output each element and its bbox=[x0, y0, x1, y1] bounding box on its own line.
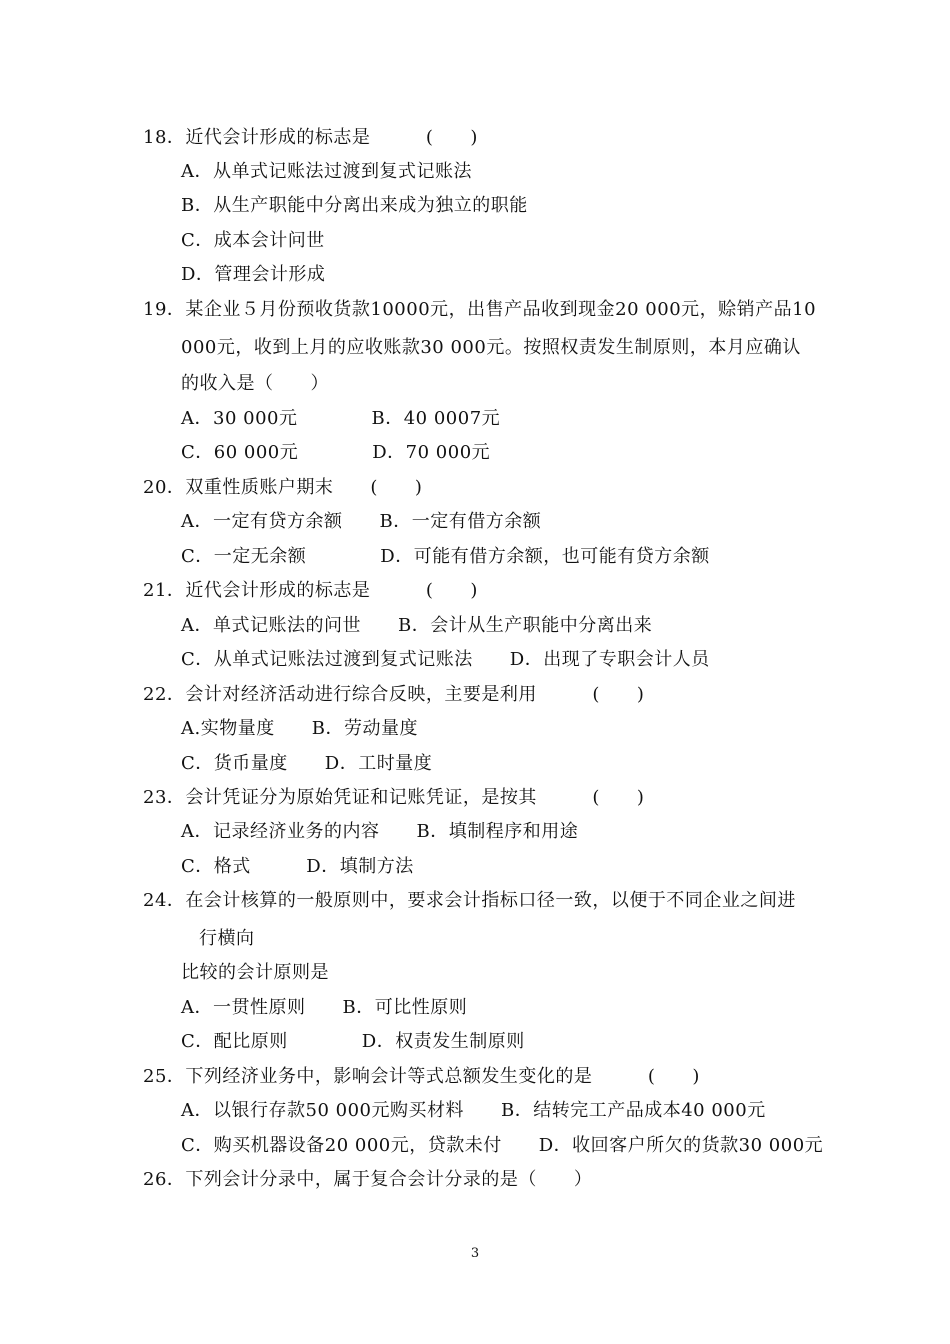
question-18-stem: 18．近代会计形成的标志是 ( ) bbox=[143, 127, 478, 148]
question-20-stem: 20．双重性质账户期末 ( ) bbox=[143, 477, 423, 498]
page-number: 3 bbox=[470, 1246, 480, 1261]
question-22-stem: 22．会计对经济活动进行综合反映，主要是利用 ( ) bbox=[143, 684, 645, 705]
question-25-option-ab: A．以银行存款50 000元购买材料 B．结转完工产品成本40 000元 bbox=[181, 1100, 766, 1121]
question-21-stem: 21．近代会计形成的标志是 ( ) bbox=[143, 580, 478, 601]
question-20-option-ab: A．一定有贷方余额 B．一定有借方余额 bbox=[181, 511, 542, 532]
question-21-option-cd: C．从单式记账法过渡到复式记账法 D．出现了专职会计人员 bbox=[181, 649, 710, 670]
question-19-stem: 19．某企业５月份预收货款10000元，出售产品收到现金20 000元，赊销产品10 bbox=[143, 299, 817, 320]
question-22-option-cd: C．货币量度 D．工时量度 bbox=[181, 753, 433, 774]
question-18-option-c: C．成本会计问世 bbox=[181, 230, 325, 251]
question-26-stem: 26．下列会计分录中，属于复合会计分录的是（ ） bbox=[143, 1169, 593, 1190]
question-18-option-b: B．从生产职能中分离出来成为独立的职能 bbox=[181, 195, 528, 216]
question-21-option-ab: A．单式记账法的问世 B．会计从生产职能中分离出来 bbox=[181, 615, 653, 636]
question-18-option-a: A．从单式记账法过渡到复式记账法 bbox=[181, 161, 472, 182]
question-19-stem-cont-1: 000元，收到上月的应收账款30 000元。按照权责发生制原则，本月应确认 bbox=[181, 337, 801, 358]
question-25-option-cd: C．购买机器设备20 000元，贷款未付 D．收回客户所欠的货款30 000元 bbox=[181, 1135, 824, 1156]
question-23-option-ab: A．记录经济业务的内容 B．填制程序和用途 bbox=[181, 821, 579, 842]
question-19-stem-cont-2: 的收入是（ ） bbox=[181, 373, 329, 394]
question-24-option-ab: A．一贯性原则 B．可比性原则 bbox=[181, 997, 468, 1018]
question-23-stem: 23．会计凭证分为原始凭证和记账凭证，是按其 ( ) bbox=[143, 787, 645, 808]
question-18-option-d: D．管理会计形成 bbox=[181, 264, 326, 285]
question-24-stem: 24．在会计核算的一般原则中，要求会计指标口径一致，以便于不同企业之间进 bbox=[143, 890, 796, 911]
question-19-option-cd: C．60 000元 D．70 000元 bbox=[181, 442, 491, 463]
question-19-option-ab: A．30 000元 B．40 0007元 bbox=[181, 408, 501, 429]
question-24-stem-cont-2: 比较的会计原则是 bbox=[181, 962, 329, 983]
question-23-option-cd: C．格式 D．填制方法 bbox=[181, 856, 414, 877]
question-24-option-cd: C．配比原则 D．权责发生制原则 bbox=[181, 1031, 525, 1052]
question-24-stem-cont-1: 行横向 bbox=[199, 928, 255, 949]
question-22-option-ab: A.实物量度 B．劳动量度 bbox=[181, 718, 418, 739]
question-25-stem: 25．下列经济业务中，影响会计等式总额发生变化的是 ( ) bbox=[143, 1066, 700, 1087]
question-20-option-cd: C．一定无余额 D．可能有借方余额，也可能有贷方余额 bbox=[181, 546, 710, 567]
